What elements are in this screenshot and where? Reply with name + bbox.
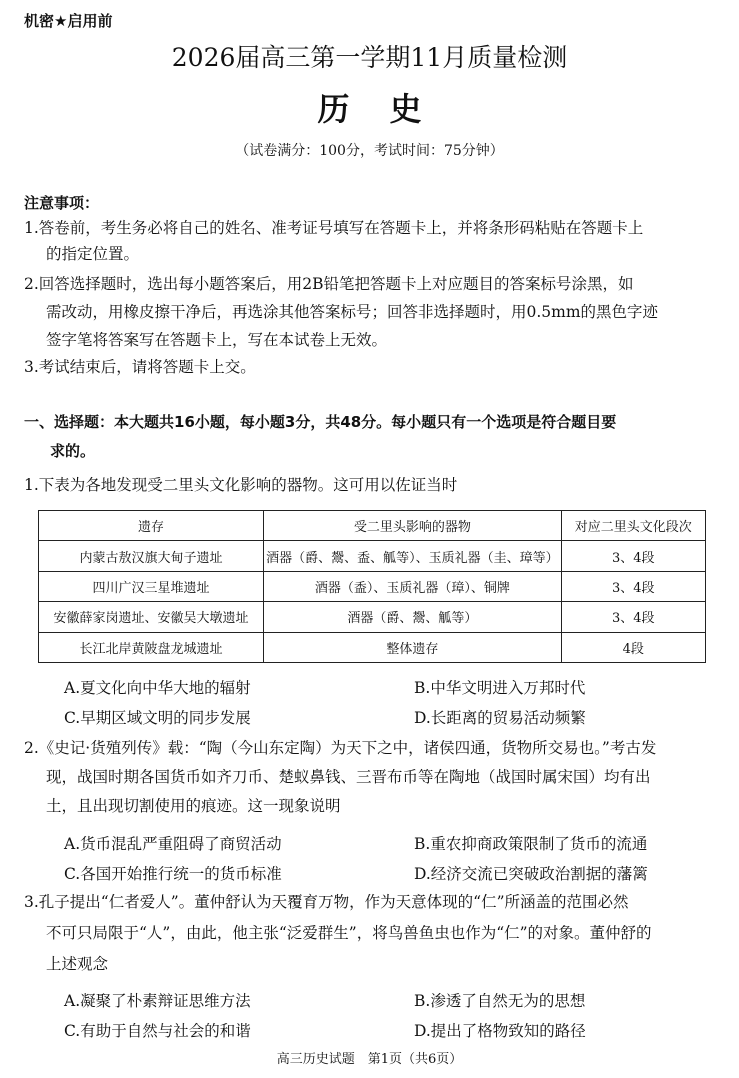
notice-heading: 注意事项： <box>24 194 100 212</box>
table-cell: 4段 <box>561 632 705 662</box>
table-header-row <box>39 511 706 541</box>
page-footer: 高三历史试题 第1页（共6页） <box>276 1052 463 1067</box>
q3-stem-line: 3.孔子提出“仁者爱人”。董仲舒认为天覆育万物，作为天意体现的“仁”所涵盖的范围必然 <box>24 893 629 911</box>
q1-option-a: A.夏文化向中华大地的辐射 <box>64 679 251 697</box>
table-cell: 内蒙古敖汉旗大甸子遗址 <box>39 541 264 571</box>
section-heading: 一、选择题：本大题共16小题，每小题3分，共48分。每小题只有一个选项是符合题目要 <box>24 413 617 431</box>
exam-meta: （试卷满分：100分，考试时间：75分钟） <box>235 143 504 159</box>
q1-option-d: D.长距离的贸易活动频繁 <box>414 709 586 727</box>
q2-stem-line: 2.《史记·货殖列传》载：“陶（今山东定陶）为天下之中，诸侯四通，货物所交易也。”考古发 <box>24 739 657 757</box>
table-row <box>39 602 706 632</box>
table-header-cell: 受二里头影响的器物 <box>264 511 562 541</box>
q2-option-b: B.重农抑商政策限制了货币的流通 <box>414 835 648 853</box>
q1-stem: 1.下表为各地发现受二里头文化影响的器物。这可用以佐证当时 <box>24 476 458 494</box>
q2-stem-line: 现，战国时期各国货币如齐刀币、楚蚁鼻钱、三晋布币等在陶地（战国时属宋国）均有出 <box>46 768 651 786</box>
q3-option-b: B.渗透了自然无为的思想 <box>414 992 586 1010</box>
q3-stem-line: 不可只局限于“人”，由此，他主张“泛爱群生”，将鸟兽鱼虫也作为“仁”的对象。董仲舒的 <box>46 924 652 942</box>
q2-option-c: C.各国开始推行统一的货币标准 <box>64 865 282 883</box>
table-cell: 四川广汉三星堆遗址 <box>39 571 264 601</box>
q3-stem-line: 上述观念 <box>46 955 109 973</box>
confidential-label: 机密★启用前 <box>24 12 113 30</box>
table-cell: 3、4段 <box>561 541 705 571</box>
table-cell: 整体遗存 <box>264 632 562 662</box>
notice-line: 的指定位置。 <box>46 245 140 263</box>
q1-option-c: C.早期区域文明的同步发展 <box>64 709 251 727</box>
table-cell: 3、4段 <box>561 571 705 601</box>
q2-option-d: D.经济交流已突破政治割据的藩篱 <box>414 865 648 883</box>
q2-stem-line: 土，且出现切割使用的痕迹。这一现象说明 <box>46 797 341 815</box>
q3-option-c: C.有助于自然与社会的和谐 <box>64 1022 251 1040</box>
q1-table <box>38 510 706 663</box>
notice-line: 2.回答选择题时，选出每小题答案后，用2B铅笔把答题卡上对应题目的答案标号涂黑，如 <box>24 275 634 293</box>
q3-option-d: D.提出了格物致知的路径 <box>414 1022 586 1040</box>
table-header-cell: 对应二里头文化段次 <box>561 511 705 541</box>
notice-line: 签字笔将答案写在答题卡上，写在本试卷上无效。 <box>46 331 388 349</box>
table-row <box>39 632 706 662</box>
q2-option-a: A.货币混乱严重阻碍了商贸活动 <box>64 835 282 853</box>
table-header-cell: 遗存 <box>39 511 264 541</box>
table-row <box>39 571 706 601</box>
table-cell: 安徽薛家岗遗址、安徽吴大墩遗址 <box>39 602 264 632</box>
section-heading-cont: 求的。 <box>50 442 96 460</box>
q1-option-b: B.中华文明进入万邦时代 <box>414 679 586 697</box>
subject-title: 历史 <box>317 90 462 128</box>
q3-option-a: A.凝聚了朴素辩证思维方法 <box>64 992 251 1010</box>
table-cell: 酒器（盉）、玉质礼器（璋）、铜牌 <box>264 571 562 601</box>
notice-line: 1.答卷前，考生务必将自己的姓名、准考证号填写在答题卡上，并将条形码粘贴在答题卡上 <box>24 219 644 237</box>
table-cell: 3、4段 <box>561 602 705 632</box>
table-cell: 长江北岸黄陂盘龙城遗址 <box>39 632 264 662</box>
notice-line: 需改动，用橡皮擦干净后，再选涂其他答案标号；回答非选择题时，用0.5mm的黑色字迹 <box>46 303 659 321</box>
table-row <box>39 541 706 571</box>
table-cell: 酒器（爵、鬶、觚等） <box>264 602 562 632</box>
exam-title: 2026届高三第一学期11月质量检测 <box>171 43 568 72</box>
notice-line: 3.考试结束后，请将答题卡上交。 <box>24 358 256 376</box>
table-cell: 酒器（爵、鬶、盉、觚等）、玉质礼器（圭、璋等） <box>264 541 562 571</box>
